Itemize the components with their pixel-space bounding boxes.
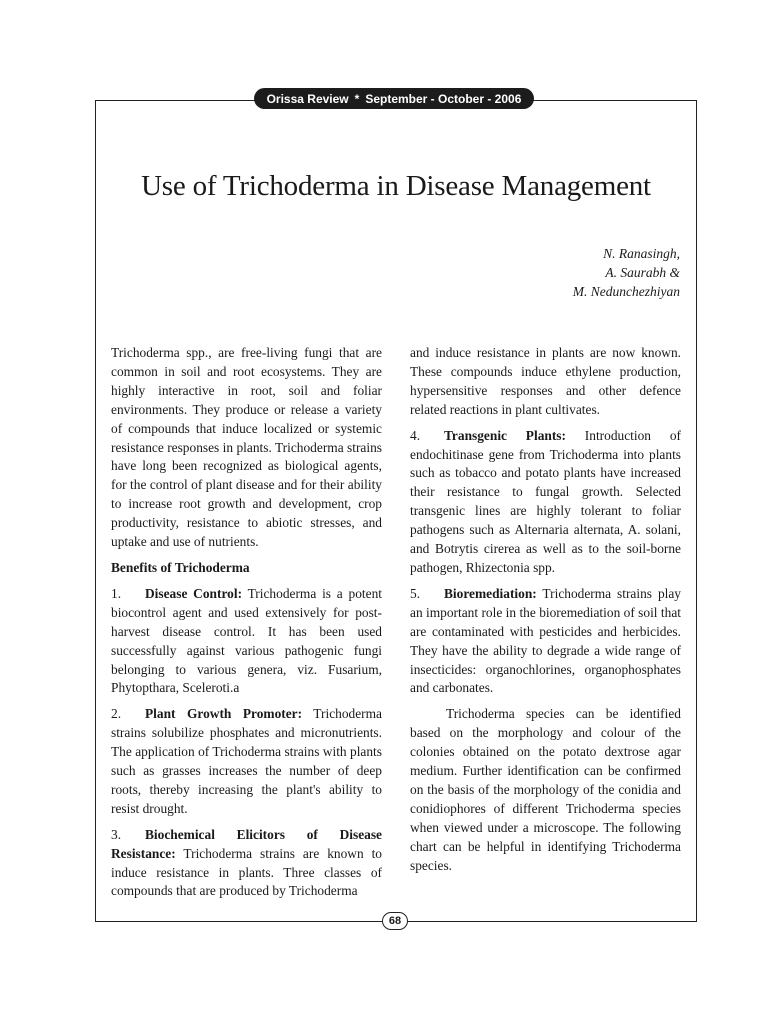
benefits-heading: Benefits of Trichoderma (111, 559, 250, 575)
item-number: 5. (410, 585, 421, 601)
journal-header-badge (254, 88, 534, 109)
author-name: N. Ranasingh, (603, 246, 680, 261)
right-column (410, 344, 681, 882)
item-heading: Plant Growth Promoter: (145, 706, 303, 722)
item-text: Trichoderma strains play an important role in the bioremediation of soil that are contaminated with pesticides and herbicides. They have the ability to degrade a wide range of insecticides: organochlorines, organophosphates and carbonates. (410, 585, 681, 696)
journal-name: Orissa Review (266, 91, 349, 106)
author-name: M. Nedunchezhiyan (572, 284, 680, 299)
item-heading: Bioremediation: (444, 585, 537, 601)
closing-paragraph: Trichoderma species can be identified based on the morphology and colour of the colonies obtained on the potato dextrose agar medium. Further identification can be confirmed on the basis of the morphology of the conidia and conidiophores of different Trichoderma species when viewed under a microscope. The following chart can be helpful in identifying Trichoderma species. (410, 706, 681, 873)
header-separator: * (354, 91, 360, 106)
item-number: 3. (111, 826, 122, 842)
item-text: Trichoderma strains solubilize phosphates and micronutrients. The application of Trichoderma strains with plants such as grasses increases the number of deep roots, thereby increasing the plant's ability to resist drought. (111, 706, 382, 816)
item-heading: Biochemical Elicitors of Disease Resistance: (111, 826, 382, 861)
item-heading: Transgenic Plants: (444, 427, 566, 443)
item-number: 2. (111, 706, 122, 722)
continued-paragraph: and induce resistance in plants are now known. These compounds induce ethylene production, hypersensitive responses and other defence related reactions in plant cultivates. (410, 345, 681, 417)
journal-issue: September - October - 2006 (365, 91, 522, 106)
benefit-item-growth-promoter (111, 705, 382, 818)
benefit-item-bioremediation (410, 585, 681, 698)
author-list (573, 244, 680, 301)
page-number: 68 (382, 912, 408, 930)
item-number: 1. (111, 585, 122, 601)
item-text: Trichoderma is a potent biocontrol agent and used extensively for post-harvest disease control. It has been used successfully against various pathogenic fungi belonging to various genera, viz. Fusarium, Phytopthara, Sceleroti.a (111, 585, 382, 696)
intro-paragraph: Trichoderma spp., are free-living fungi that are common in soil and root ecosystems. They are highly interactive in root, soil and foliar environments. They produce or release a variety of compounds that induce localized or systemic resistance responses in plants. Trichoderma strains have long been recognized as biological agents, for the control of plant disease and for their ability to increase root growth and development, crop productivity, resistance to abiotic stresses, and uptake and use of nutrients. (111, 345, 382, 550)
item-heading: Disease Control: (145, 585, 243, 601)
item-text: Introduction of endochitinase gene from Trichoderma into plants such as tobacco and potato plants have increased their resistance to fungal growth. Selected transgenic lines are highly tolerant to foliar pathogens such as Alternaria alternata, A. solani, and Botrytis cirerea as well as to the soil-borne pathogen, Rhizectonia spp. (410, 427, 681, 575)
article-title: Use of Trichoderma in Disease Management (141, 170, 651, 202)
item-number: 4. (410, 427, 421, 443)
author-name: A. Saurabh & (605, 265, 680, 280)
benefit-item-biochemical-elicitors (111, 826, 382, 902)
left-column (111, 344, 382, 908)
benefit-item-transgenic-plants (410, 427, 681, 578)
benefit-item-disease-control (111, 585, 382, 698)
item-text: Trichoderma strains are known to induce resistance in plants. Three classes of compounds that are produced by Trichoderma (111, 845, 382, 899)
